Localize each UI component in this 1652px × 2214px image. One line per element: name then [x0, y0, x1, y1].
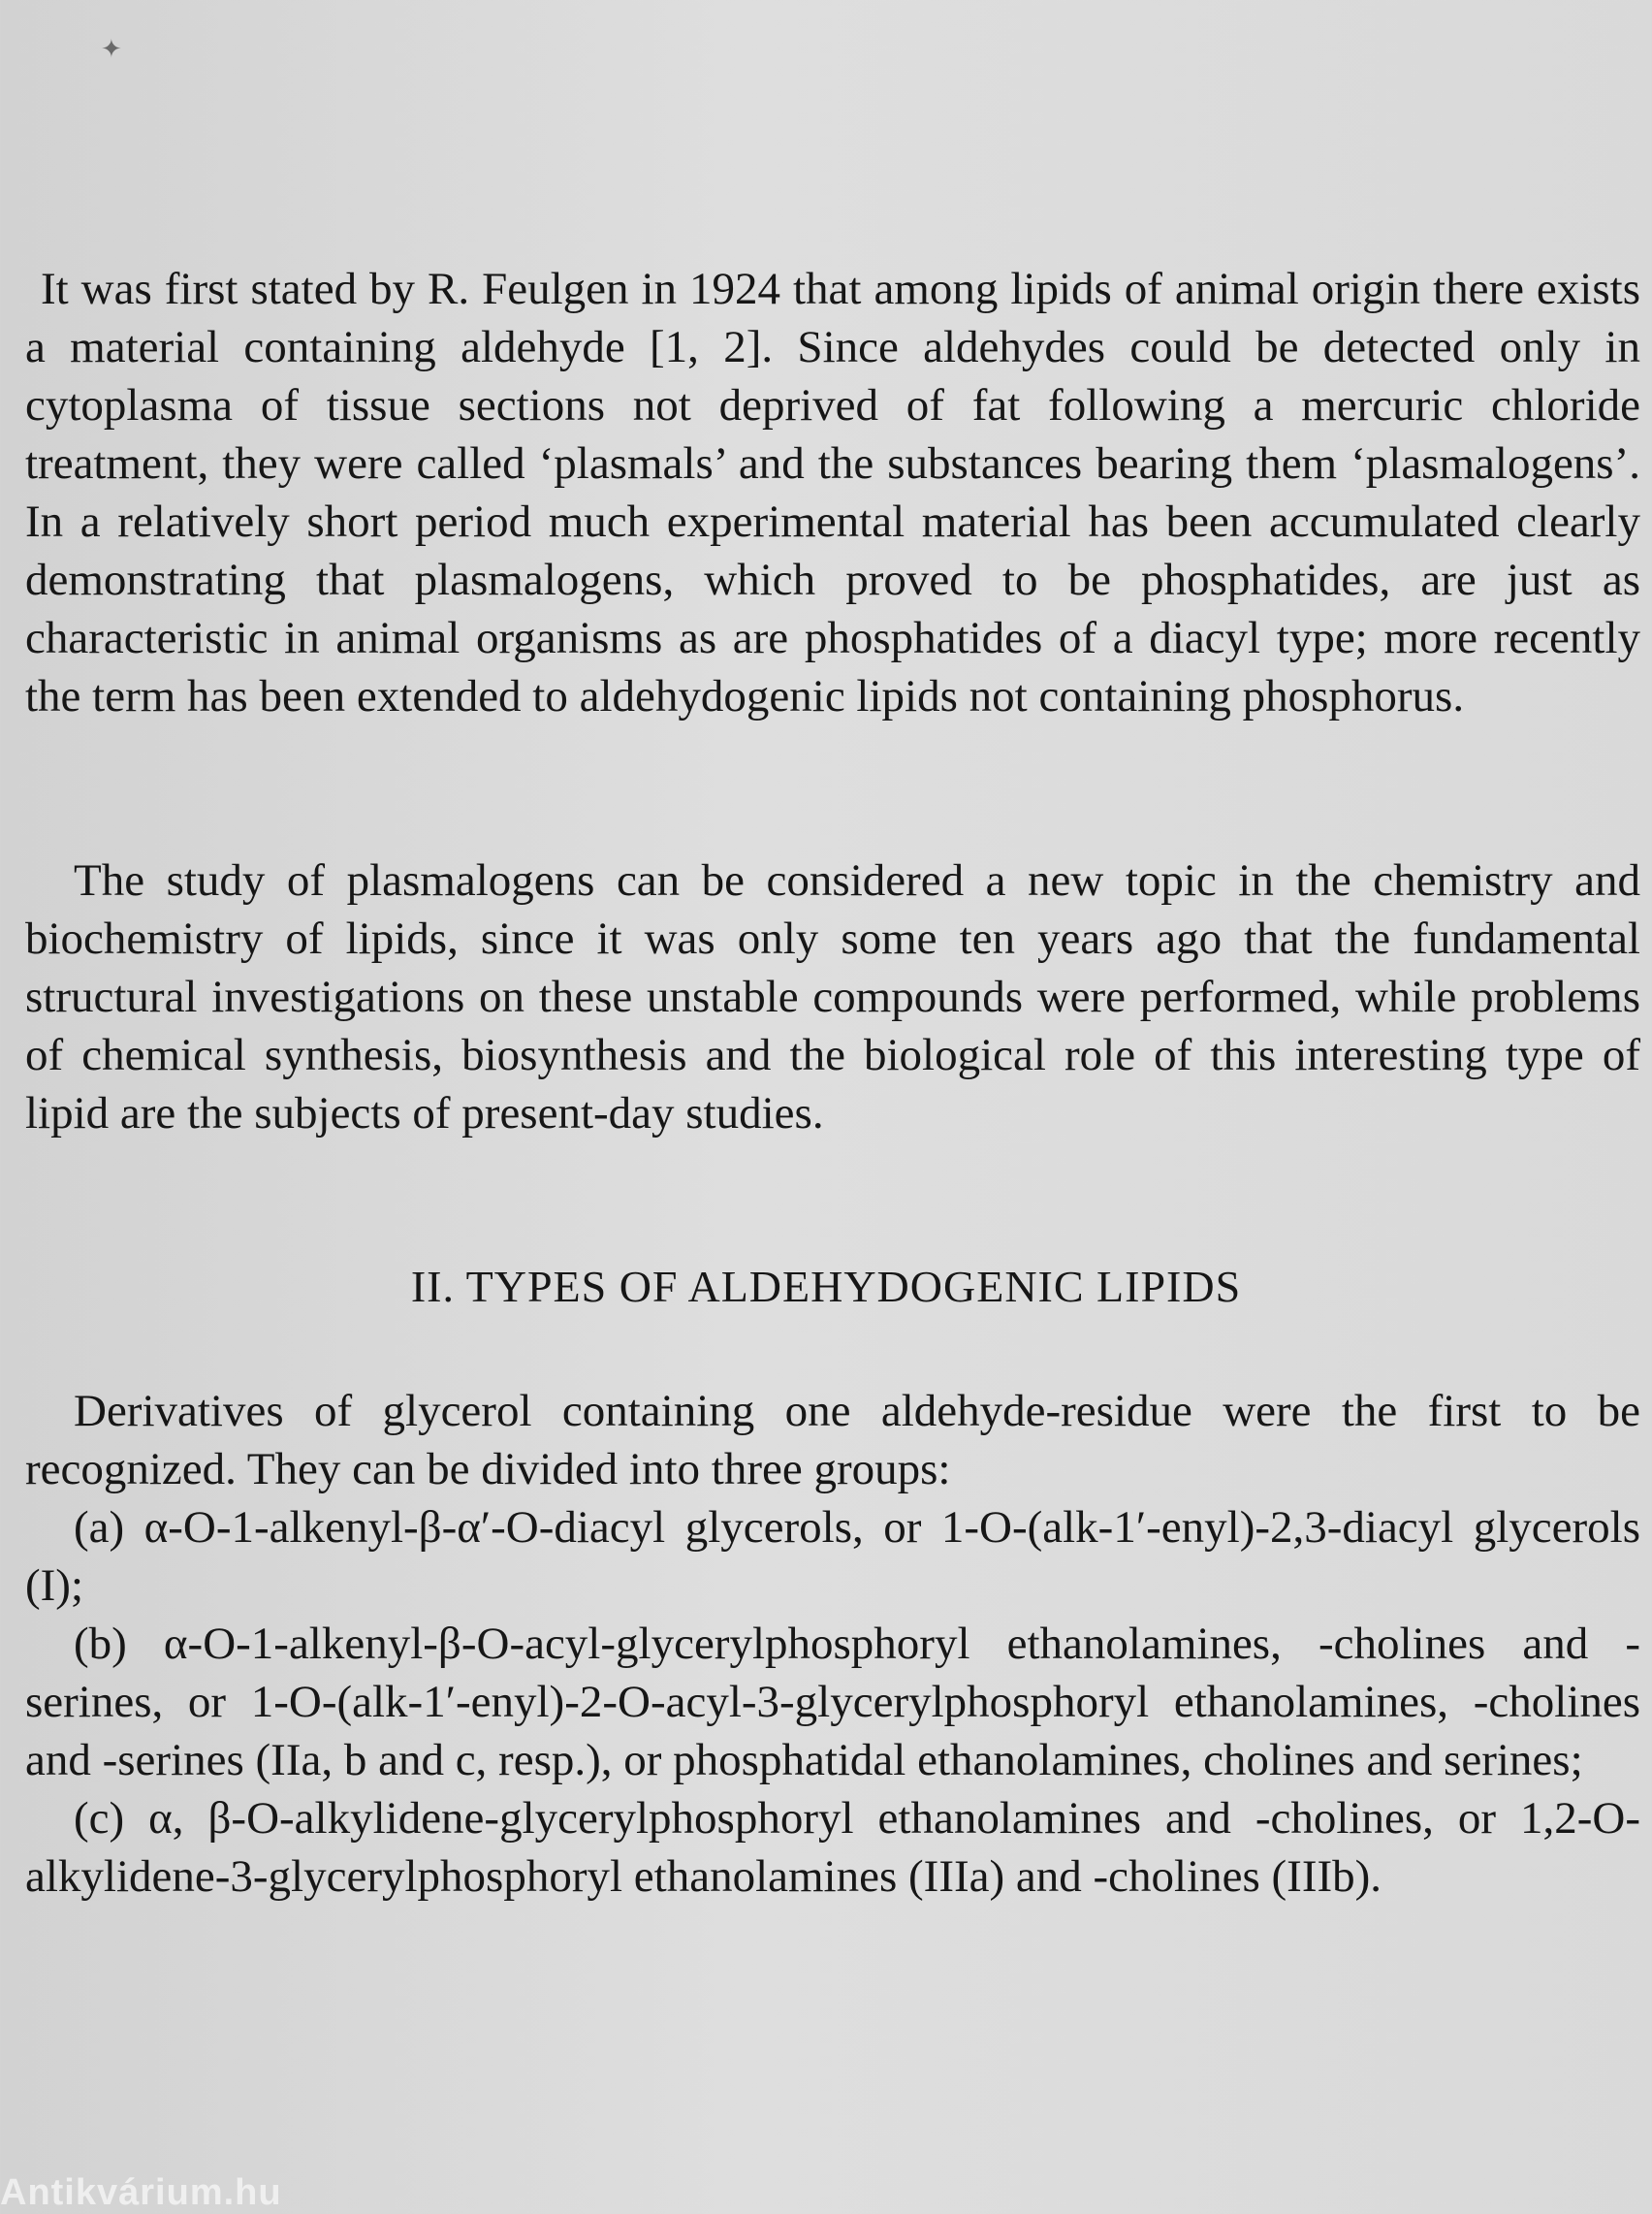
watermark: Antikvárium.hu [0, 2172, 282, 2213]
section-heading: II. TYPES OF ALDEHYDOGENIC LIPIDS [410, 1262, 1242, 1311]
study-paragraph: The study of plasmalogens can be considered a new topic in the chemistry and biochemistry of lipids, since it was only some ten years ago that the fundamental structural investigations on these unstable compounds were performed, while problems of chemical synthesis, biosynthesis and the biological role of this interesting type of lipid are the subjects of present-day studies. [25, 855, 1640, 1139]
types-intro-paragraph: Derivatives of glycerol containing one aldehyde-residue were the first to be recognized. They can be divided into three groups: [25, 1386, 1640, 1494]
list-item-a: (a) α-O-1-alkenyl-β-α′-O-diacyl glycerols, or 1-O-(alk-1′-enyl)-2,3-diacyl glycerols (I); [25, 1502, 1640, 1611]
intro-paragraph: It was first stated by R. Feulgen in 1924 that among lipids of animal origin there exists a material containing aldehyde [1, 2]. Since aldehydes could be detected only in cytoplasma of tissue sections not deprived of fat following a mercuric chloride treatment, they were called ‘plasmals’ and the substances bearing them ‘plasmalogens’. In a relatively short period much experimental material has been accumulated clearly demonstrating that plasmalogens, which proved to be phosphatides, are just as characteristic in animal organisms as are phosphatides of a diacyl type; more recently the term has been extended to aldehydogenic lipids not containing phosphorus. [25, 264, 1640, 722]
intro-section [25, 260, 1640, 725]
page-smudge: ✦ [101, 35, 122, 63]
list-item-c: (c) α, β-O-alkylidene-glycerylphosphoryl ethanolamines and -cholines, or 1,2-O-alkylidene-3-glycerylphosphoryl ethanolamines (IIIa) and -cholines (IIIb). [25, 1793, 1640, 1902]
types-section [25, 1382, 1640, 1906]
study-section [25, 851, 1640, 1142]
list-item-b: (b) α-O-1-alkenyl-β-O-acyl-glycerylphosphoryl ethanolamines, -cholines and -serines, or 1-O-(alk-1′-enyl)-2-O-acyl-3-glycerylphosphoryl ethanolamines, -cholines and -serines (IIa, b and c, resp.), or phosphatidal ethanolamines, cholines and serines; [25, 1619, 1640, 1785]
